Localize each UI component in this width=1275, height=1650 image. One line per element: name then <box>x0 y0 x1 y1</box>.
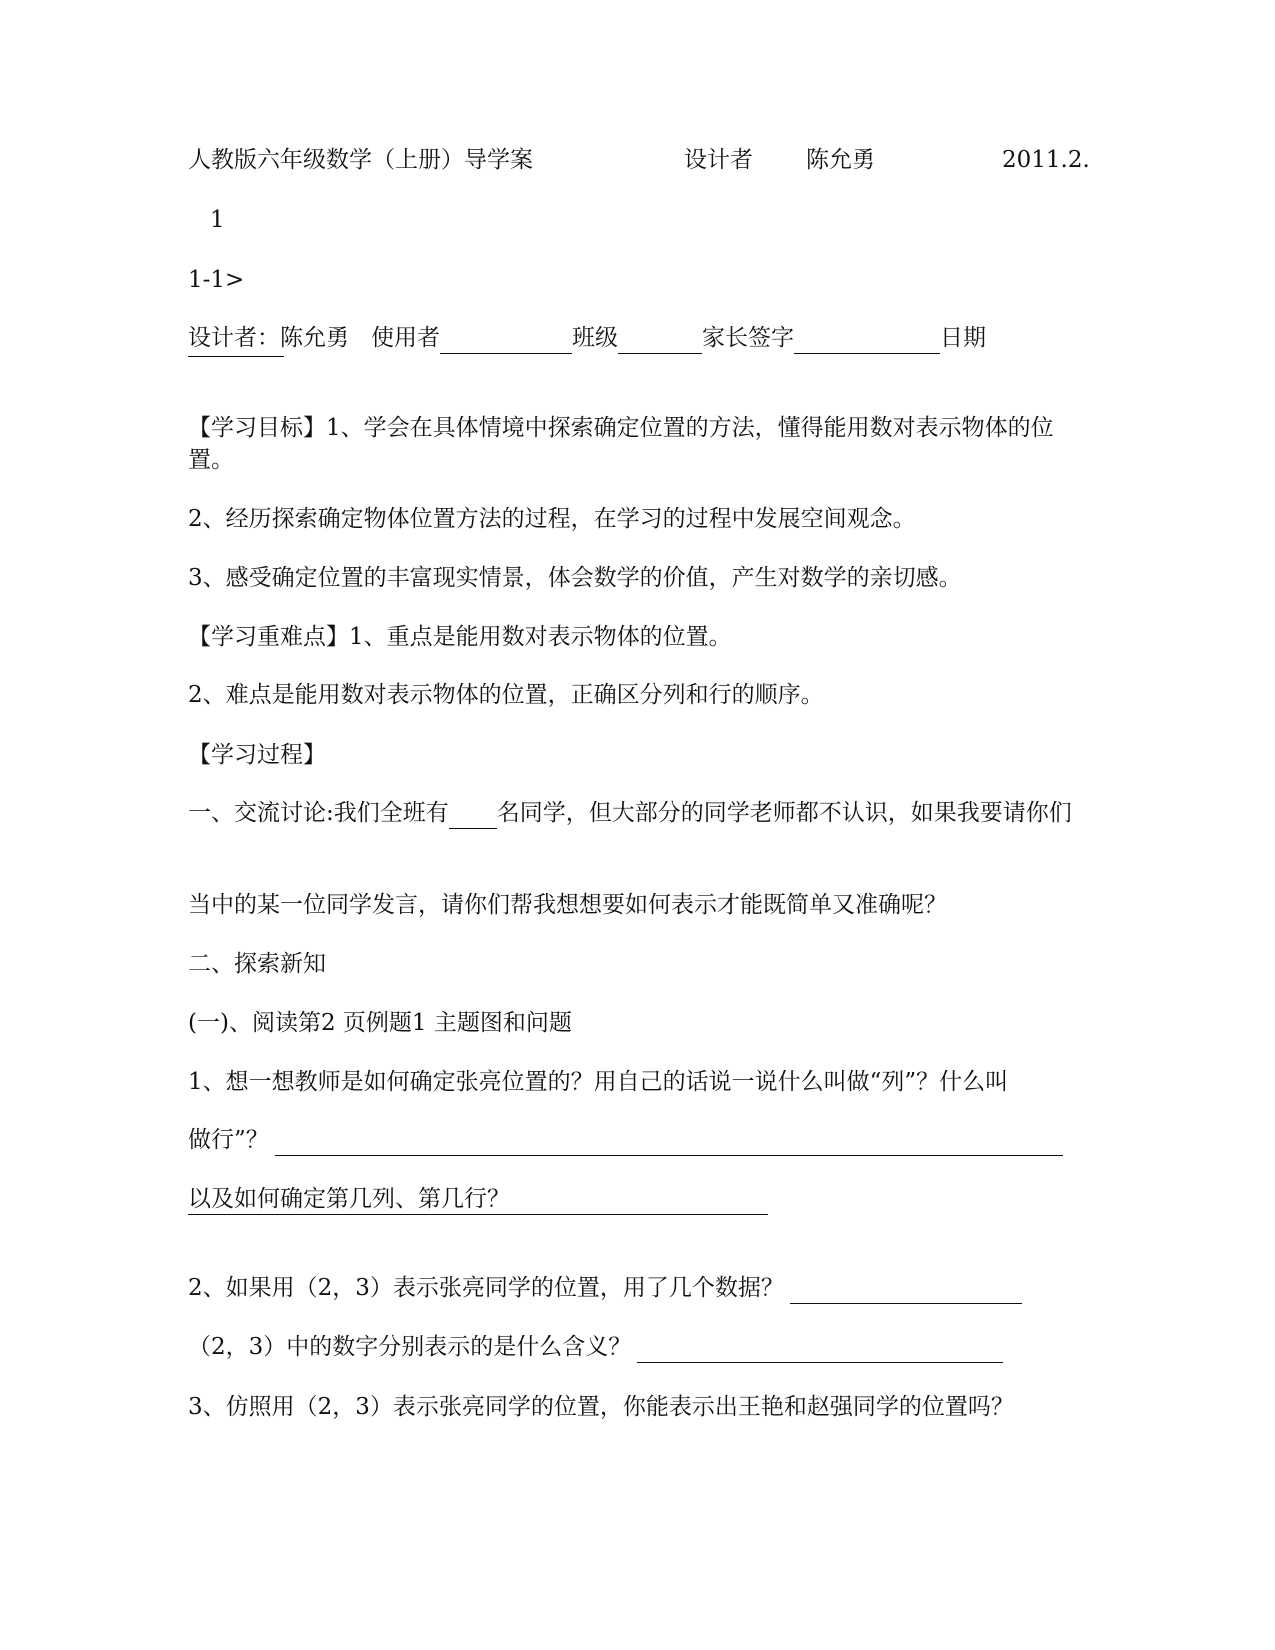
info-designer: 设计者：陈允勇 <box>188 325 349 351</box>
info-line <box>188 322 986 354</box>
date-blank[interactable] <box>188 356 284 357</box>
keypoints-text2: 2、难点是能用数对表示物体的位置，正确区分列和行的顺序。 <box>188 682 824 708</box>
q2-text-a: 2、如果用（2，3）表示张亮同学的位置，用了几个数据？ <box>188 1275 784 1301</box>
keypoints-line2 <box>188 679 824 711</box>
discussion-text-2: 当中的某一位同学发言，请你们帮我想想要如何表示才能既简单又准确呢？ <box>188 892 947 918</box>
q1-text-a: 1、想一想教师是如何确定张亮位置的？用自己的话说一说什么叫做“列”？什么叫 <box>188 1069 1009 1095</box>
date-label: 日期 <box>939 325 986 351</box>
goals-text2: 2、经历探索确定物体位置方法的过程，在学习的过程中发展空间观念。 <box>188 506 916 532</box>
q2-text-b: （2，3）中的数字分别表示的是什么含义？ <box>188 1334 632 1360</box>
goals-text3: 3、感受确定位置的丰富现实情景，体会数学的价值，产生对数学的亲切感。 <box>188 565 962 591</box>
student-count-blank[interactable] <box>449 804 497 829</box>
header-designer-name <box>806 144 875 176</box>
question3-line <box>188 1391 1014 1423</box>
goals-line3 <box>188 562 962 594</box>
goals-line2 <box>188 503 916 535</box>
keypoints-line1 <box>188 621 732 653</box>
header-date <box>1002 144 1090 176</box>
date-part1: 2011.2. <box>1002 147 1090 173</box>
parent-blank[interactable] <box>794 329 940 354</box>
header-date-cont <box>210 204 225 236</box>
q2-answer-blank-b[interactable] <box>637 1338 1003 1363</box>
question1-line3 <box>188 1183 510 1215</box>
discussion-text-a: 一、交流讨论:我们全班有 <box>188 800 449 826</box>
keypoints-text1: 【学习重难点】1、重点是能用数对表示物体的位置。 <box>188 624 732 650</box>
class-blank[interactable] <box>618 329 702 354</box>
section2-text: 二、探索新知 <box>188 951 326 977</box>
discussion-text-b: 名同学，但大部分的同学老师都不认识，如果我要请你们 <box>496 800 1072 826</box>
goals-text1: 【学习目标】1、学会在具体情境中探索确定位置的方法，懂得能用数对表示物体的位置。 <box>188 415 1054 473</box>
q1-answer-blank-2[interactable] <box>188 1214 768 1215</box>
discussion-line2 <box>188 889 947 921</box>
q1-text-b: 做行”？ <box>188 1127 269 1153</box>
process-title-text: 【学习过程】 <box>188 742 326 768</box>
designer-label: 设计者 <box>684 147 753 173</box>
sub1-heading <box>188 1007 572 1039</box>
process-title <box>188 739 326 771</box>
user-blank[interactable] <box>440 329 572 354</box>
lesson-code <box>188 264 244 296</box>
goals-line1 <box>188 412 1088 476</box>
class-label: 班级 <box>571 325 618 351</box>
q1-text-c: 以及如何确定第几列、第几行？ <box>188 1186 510 1212</box>
header-title: 人教版六年级数学（上册）导学案 <box>188 147 533 173</box>
discussion-line1 <box>188 797 1088 829</box>
q3-text: 3、仿照用（2，3）表示张亮同学的位置，你能表示出王艳和赵强同学的位置吗？ <box>188 1394 1014 1420</box>
header-designer <box>684 144 753 176</box>
question2-line1 <box>188 1272 1022 1304</box>
q1-answer-blank[interactable] <box>275 1131 1063 1156</box>
code-text: 1-1> <box>188 267 245 293</box>
question2-line2 <box>188 1331 1003 1363</box>
date-part2: 1 <box>210 207 225 233</box>
header-line <box>188 144 533 176</box>
user-label: 使用者 <box>370 325 440 351</box>
section2-heading <box>188 948 326 980</box>
parent-label: 家长签字 <box>701 325 794 351</box>
sub1-text: (一)、阅读第2 页例题1 主题图和问题 <box>188 1010 572 1036</box>
question1-line1 <box>188 1066 1008 1098</box>
designer-name: 陈允勇 <box>806 147 875 173</box>
question1-line2 <box>188 1124 1063 1156</box>
q2-answer-blank-a[interactable] <box>790 1279 1022 1304</box>
